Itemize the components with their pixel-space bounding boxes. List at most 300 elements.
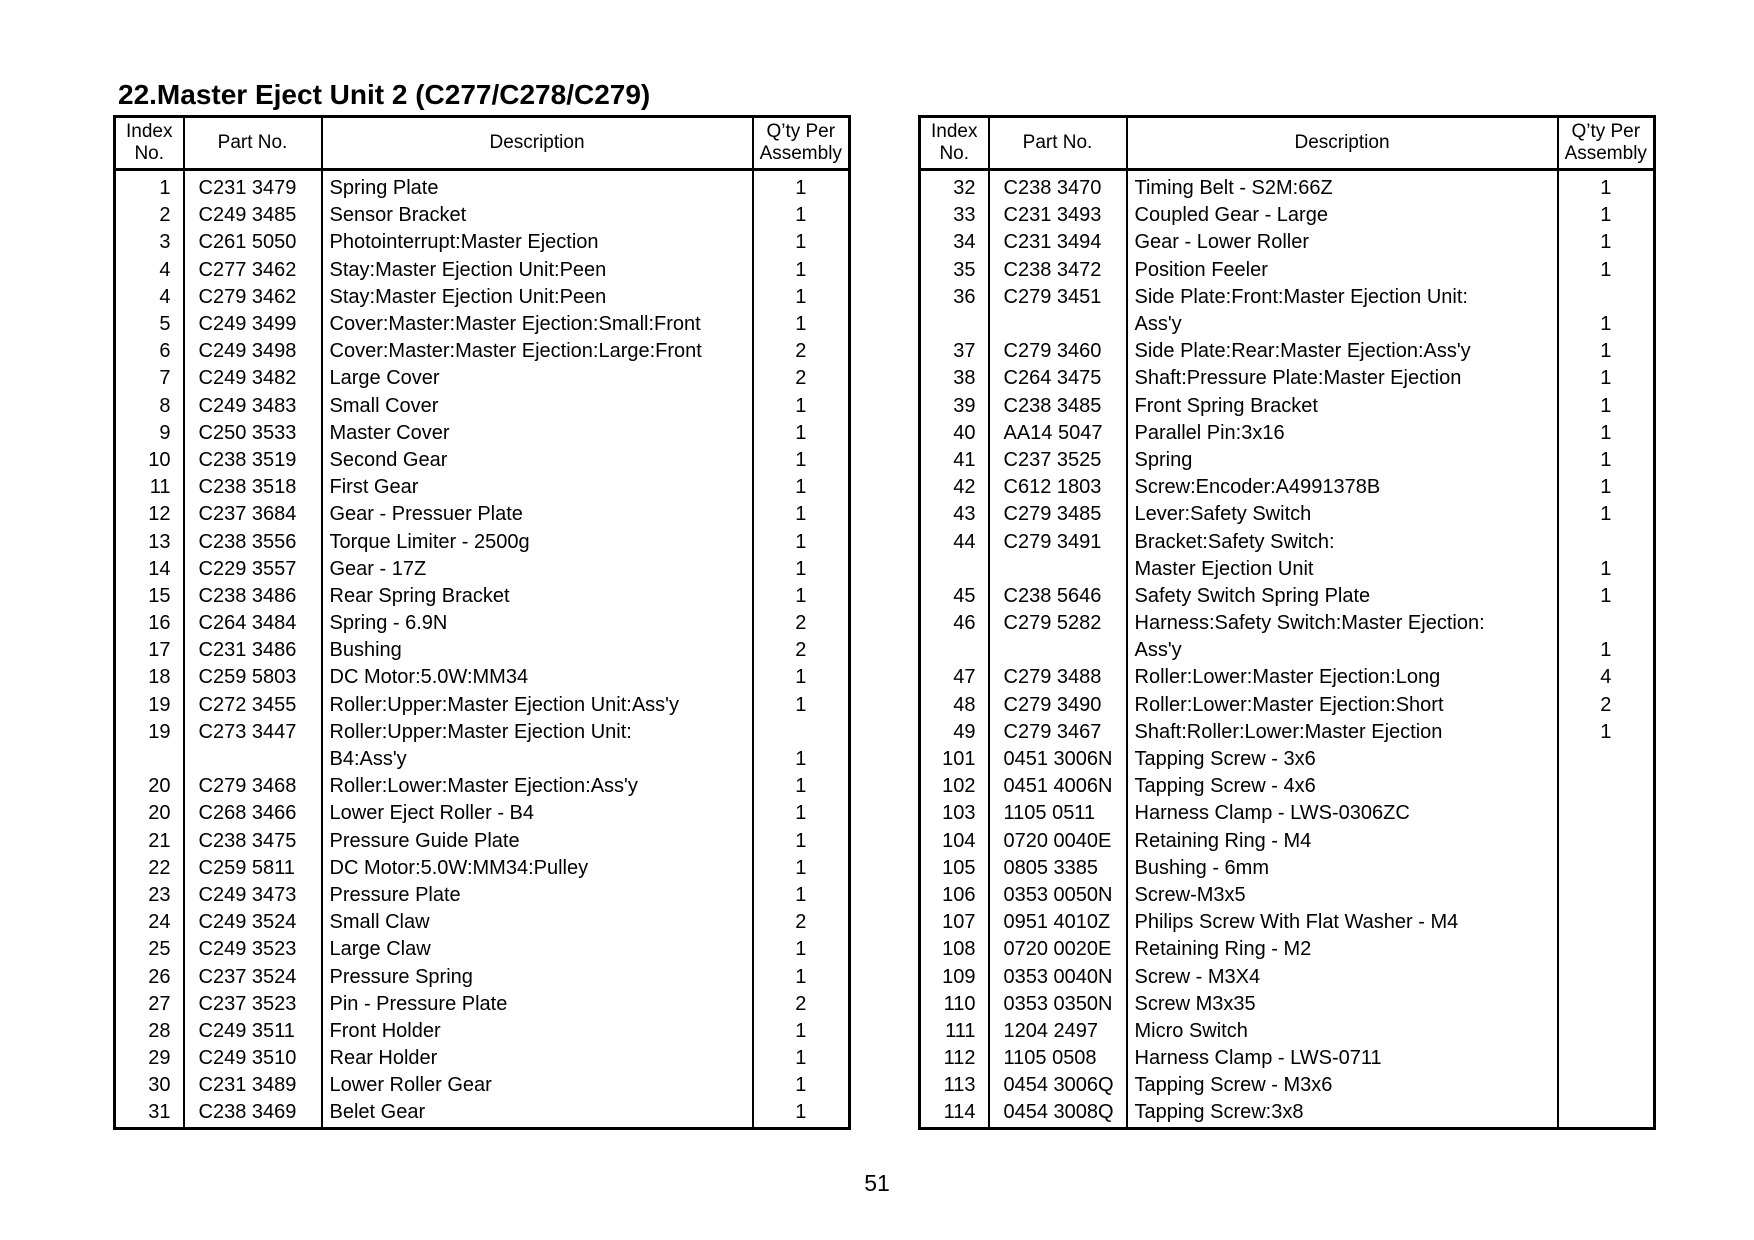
cell-qty: 4 [1558, 664, 1655, 691]
cell-part-no: AA14 5047 [989, 420, 1127, 447]
cell-qty: 1 [753, 1099, 850, 1128]
header-description: Description [1127, 117, 1558, 170]
table-row [115, 528, 850, 555]
cell-description: Lever:Safety Switch [1127, 501, 1558, 528]
table-row [920, 719, 1655, 746]
cell-index-no: 30 [115, 1072, 184, 1099]
cell-description: Pressure Plate [322, 882, 753, 909]
cell-part-no: C279 3460 [989, 338, 1127, 365]
table-row [920, 1099, 1655, 1128]
cell-description: Harness Clamp - LWS-0711 [1127, 1045, 1558, 1072]
cell-index-no: 19 [115, 692, 184, 719]
cell-part-no: C249 3524 [184, 909, 322, 936]
table-header-row [920, 117, 1655, 170]
header-index-no: Index No. [115, 117, 184, 170]
cell-part-no: 0805 3385 [989, 855, 1127, 882]
cell-qty [1558, 936, 1655, 963]
cell-qty: 1 [753, 936, 850, 963]
table-row [115, 202, 850, 229]
cell-index-no: 19 [115, 719, 184, 746]
cell-description: Harness Clamp - LWS-0306ZC [1127, 800, 1558, 827]
cell-index-no: 105 [920, 855, 989, 882]
cell-description: Ass'y [1127, 637, 1558, 664]
cell-index-no: 14 [115, 556, 184, 583]
table-row [115, 170, 850, 203]
cell-part-no: C279 3467 [989, 719, 1127, 746]
cell-part-no: 0720 0040E [989, 828, 1127, 855]
cell-part-no: C259 5803 [184, 664, 322, 691]
table-row [115, 637, 850, 664]
cell-part-no: C237 3684 [184, 501, 322, 528]
cell-description: Roller:Lower:Master Ejection:Short [1127, 692, 1558, 719]
table-row [920, 637, 1655, 664]
cell-description: Pressure Guide Plate [322, 828, 753, 855]
table-row [115, 991, 850, 1018]
cell-index-no: 29 [115, 1045, 184, 1072]
table-row [115, 855, 850, 882]
cell-qty [1558, 963, 1655, 990]
cell-index-no: 108 [920, 936, 989, 963]
cell-description: Coupled Gear - Large [1127, 202, 1558, 229]
cell-description: Tapping Screw:3x8 [1127, 1099, 1558, 1128]
cell-qty: 1 [753, 800, 850, 827]
table-row [920, 692, 1655, 719]
cell-index-no: 37 [920, 338, 989, 365]
cell-part-no: C238 3472 [989, 257, 1127, 284]
cell-index-no: 6 [115, 338, 184, 365]
cell-qty [1558, 1072, 1655, 1099]
cell-part-no: C249 3510 [184, 1045, 322, 1072]
header-index-no: Index No. [920, 117, 989, 170]
cell-qty [1558, 528, 1655, 555]
page-number: 51 [864, 1170, 890, 1196]
cell-description: Second Gear [322, 447, 753, 474]
cell-part-no: 0951 4010Z [989, 909, 1127, 936]
table-row [115, 501, 850, 528]
cell-description: Torque Limiter - 2500g [322, 528, 753, 555]
cell-description: Shaft:Pressure Plate:Master Ejection [1127, 365, 1558, 392]
cell-part-no: 0451 3006N [989, 746, 1127, 773]
table-row [115, 365, 850, 392]
cell-index-no: 33 [920, 202, 989, 229]
cell-qty: 1 [753, 1072, 850, 1099]
cell-qty: 1 [753, 692, 850, 719]
cell-qty: 1 [1558, 420, 1655, 447]
cell-index-no: 49 [920, 719, 989, 746]
cell-description: Retaining Ring - M4 [1127, 828, 1558, 855]
cell-index-no: 9 [115, 420, 184, 447]
cell-qty: 2 [753, 365, 850, 392]
cell-index-no: 7 [115, 365, 184, 392]
cell-description: Tapping Screw - M3x6 [1127, 1072, 1558, 1099]
cell-qty: 1 [753, 773, 850, 800]
cell-qty: 1 [1558, 583, 1655, 610]
cell-description: Timing Belt - S2M:66Z [1127, 170, 1558, 203]
table-row [920, 447, 1655, 474]
cell-index-no: 18 [115, 664, 184, 691]
cell-description: Front Holder [322, 1018, 753, 1045]
table-row [115, 610, 850, 637]
cell-part-no: C264 3475 [989, 365, 1127, 392]
cell-description: Master Ejection Unit [1127, 556, 1558, 583]
table-row [920, 800, 1655, 827]
cell-part-no: C279 3462 [184, 284, 322, 311]
cell-index-no: 106 [920, 882, 989, 909]
cell-description: Philips Screw With Flat Washer - M4 [1127, 909, 1558, 936]
cell-index-no: 101 [920, 746, 989, 773]
cell-qty: 1 [1558, 257, 1655, 284]
cell-part-no [989, 637, 1127, 664]
cell-part-no: C238 3518 [184, 474, 322, 501]
cell-qty: 1 [753, 284, 850, 311]
cell-part-no: 1105 0508 [989, 1045, 1127, 1072]
cell-qty: 1 [1558, 202, 1655, 229]
table-row [115, 909, 850, 936]
cell-description: Pressure Spring [322, 963, 753, 990]
cell-description: Side Plate:Front:Master Ejection Unit: [1127, 284, 1558, 311]
cell-part-no: C249 3511 [184, 1018, 322, 1045]
cell-index-no: 40 [920, 420, 989, 447]
cell-description: Safety Switch Spring Plate [1127, 583, 1558, 610]
cell-index-no: 21 [115, 828, 184, 855]
cell-description: Screw-M3x5 [1127, 882, 1558, 909]
table-row [920, 610, 1655, 637]
cell-index-no: 25 [115, 936, 184, 963]
cell-description: Screw M3x35 [1127, 991, 1558, 1018]
cell-index-no: 113 [920, 1072, 989, 1099]
cell-index-no [115, 746, 184, 773]
cell-part-no: C277 3462 [184, 257, 322, 284]
cell-part-no: C231 3493 [989, 202, 1127, 229]
cell-qty: 1 [1558, 501, 1655, 528]
cell-qty: 1 [753, 501, 850, 528]
cell-part-no: C238 3475 [184, 828, 322, 855]
table-row [920, 855, 1655, 882]
cell-part-no [989, 556, 1127, 583]
cell-index-no: 11 [115, 474, 184, 501]
cell-part-no: C273 3447 [184, 719, 322, 746]
cell-index-no: 8 [115, 393, 184, 420]
cell-qty: 1 [753, 257, 850, 284]
cell-index-no: 12 [115, 501, 184, 528]
cell-index-no: 26 [115, 963, 184, 990]
cell-part-no: C238 3486 [184, 583, 322, 610]
cell-part-no: C250 3533 [184, 420, 322, 447]
cell-description: B4:Ass'y [322, 746, 753, 773]
cell-part-no: C238 5646 [989, 583, 1127, 610]
table-row [920, 365, 1655, 392]
cell-index-no: 1 [115, 170, 184, 203]
table-row [920, 501, 1655, 528]
cell-qty: 1 [753, 229, 850, 256]
cell-description: Spring [1127, 447, 1558, 474]
cell-index-no: 46 [920, 610, 989, 637]
cell-index-no: 34 [920, 229, 989, 256]
cell-index-no [920, 311, 989, 338]
cell-part-no: 0353 0050N [989, 882, 1127, 909]
cell-description: Parallel Pin:3x16 [1127, 420, 1558, 447]
cell-index-no: 22 [115, 855, 184, 882]
table-row [920, 1045, 1655, 1072]
cell-part-no: C237 3523 [184, 991, 322, 1018]
cell-description: Roller:Upper:Master Ejection Unit: [322, 719, 753, 746]
table-row [920, 936, 1655, 963]
cell-part-no: 0720 0020E [989, 936, 1127, 963]
cell-index-no: 44 [920, 528, 989, 555]
cell-part-no: C249 3499 [184, 311, 322, 338]
cell-part-no: C249 3485 [184, 202, 322, 229]
cell-qty: 1 [753, 202, 850, 229]
cell-part-no: C238 3556 [184, 528, 322, 555]
cell-part-no: C249 3482 [184, 365, 322, 392]
cell-index-no: 47 [920, 664, 989, 691]
cell-qty: 1 [753, 882, 850, 909]
cell-index-no: 20 [115, 800, 184, 827]
cell-description: Front Spring Bracket [1127, 393, 1558, 420]
cell-description: Rear Spring Bracket [322, 583, 753, 610]
cell-qty: 1 [753, 474, 850, 501]
cell-index-no: 32 [920, 170, 989, 203]
cell-index-no: 104 [920, 828, 989, 855]
cell-part-no: C279 5282 [989, 610, 1127, 637]
table-row [920, 229, 1655, 256]
table-header-row [115, 117, 850, 170]
cell-description: Gear - Pressuer Plate [322, 501, 753, 528]
cell-description: Large Cover [322, 365, 753, 392]
cell-part-no: C264 3484 [184, 610, 322, 637]
cell-description: Tapping Screw - 4x6 [1127, 773, 1558, 800]
cell-index-no: 102 [920, 773, 989, 800]
cell-description: Bracket:Safety Switch: [1127, 528, 1558, 555]
cell-part-no: C279 3491 [989, 528, 1127, 555]
cell-qty: 1 [753, 393, 850, 420]
table-row [115, 583, 850, 610]
cell-index-no: 107 [920, 909, 989, 936]
cell-part-no: 0353 0350N [989, 991, 1127, 1018]
cell-description: Screw - M3X4 [1127, 963, 1558, 990]
parts-table-left-body [115, 170, 850, 1129]
cell-index-no: 103 [920, 800, 989, 827]
cell-qty: 1 [1558, 229, 1655, 256]
cell-qty: 1 [753, 855, 850, 882]
cell-description: Master Cover [322, 420, 753, 447]
cell-index-no: 112 [920, 1045, 989, 1072]
cell-index-no: 31 [115, 1099, 184, 1128]
cell-description: Retaining Ring - M2 [1127, 936, 1558, 963]
table-row [920, 474, 1655, 501]
cell-description: Harness:Safety Switch:Master Ejection: [1127, 610, 1558, 637]
table-row [920, 556, 1655, 583]
cell-index-no: 5 [115, 311, 184, 338]
cell-description: Large Claw [322, 936, 753, 963]
cell-qty: 1 [753, 420, 850, 447]
cell-qty: 1 [1558, 170, 1655, 203]
cell-qty: 2 [753, 610, 850, 637]
cell-index-no: 109 [920, 963, 989, 990]
cell-description: Photointerrupt:Master Ejection [322, 229, 753, 256]
cell-qty [1558, 746, 1655, 773]
table-row [115, 664, 850, 691]
cell-qty [1558, 1018, 1655, 1045]
cell-description: DC Motor:5.0W:MM34 [322, 664, 753, 691]
cell-part-no: 0454 3008Q [989, 1099, 1127, 1128]
cell-part-no: 1105 0511 [989, 800, 1127, 827]
table-row [920, 170, 1655, 203]
cell-part-no: C249 3483 [184, 393, 322, 420]
cell-part-no: C612 1803 [989, 474, 1127, 501]
cell-index-no: 13 [115, 528, 184, 555]
cell-description: Bushing - 6mm [1127, 855, 1558, 882]
cell-part-no: C279 3490 [989, 692, 1127, 719]
table-row [115, 338, 850, 365]
cell-qty: 1 [753, 528, 850, 555]
table-row [115, 556, 850, 583]
table-row [920, 1072, 1655, 1099]
cell-part-no: 0353 0040N [989, 963, 1127, 990]
cell-qty: 1 [753, 664, 850, 691]
cell-part-no: C259 5811 [184, 855, 322, 882]
cell-part-no: 0451 4006N [989, 773, 1127, 800]
table-row [920, 664, 1655, 691]
cell-part-no: C279 3451 [989, 284, 1127, 311]
table-row [920, 882, 1655, 909]
cell-description: Bushing [322, 637, 753, 664]
table-row [115, 746, 850, 773]
table-row [115, 882, 850, 909]
cell-description: Gear - 17Z [322, 556, 753, 583]
cell-part-no: C231 3486 [184, 637, 322, 664]
table-row [115, 1018, 850, 1045]
cell-qty [1558, 991, 1655, 1018]
cell-qty: 1 [1558, 637, 1655, 664]
table-row [920, 773, 1655, 800]
cell-qty: 2 [753, 909, 850, 936]
table-row [115, 692, 850, 719]
cell-qty [1558, 855, 1655, 882]
header-description: Description [322, 117, 753, 170]
cell-index-no [920, 556, 989, 583]
table-row [115, 257, 850, 284]
parts-table-left [113, 115, 851, 1130]
header-part-no: Part No. [989, 117, 1127, 170]
cell-qty: 1 [753, 1045, 850, 1072]
cell-qty: 2 [753, 637, 850, 664]
table-row [920, 311, 1655, 338]
cell-index-no: 4 [115, 257, 184, 284]
cell-description: Lower Roller Gear [322, 1072, 753, 1099]
cell-description: Roller:Upper:Master Ejection Unit:Ass'y [322, 692, 753, 719]
cell-description: Tapping Screw - 3x6 [1127, 746, 1558, 773]
cell-qty: 1 [753, 1018, 850, 1045]
cell-qty: 1 [753, 311, 850, 338]
table-row [115, 420, 850, 447]
cell-index-no: 15 [115, 583, 184, 610]
cell-part-no: C238 3519 [184, 447, 322, 474]
cell-qty: 1 [1558, 311, 1655, 338]
table-row [920, 528, 1655, 555]
table-row [920, 909, 1655, 936]
header-qty-per-assembly: Q’ty Per Assembly [1558, 117, 1655, 170]
cell-index-no: 114 [920, 1099, 989, 1128]
cell-index-no: 41 [920, 447, 989, 474]
cell-qty: 1 [753, 556, 850, 583]
cell-part-no: 1204 2497 [989, 1018, 1127, 1045]
cell-index-no: 2 [115, 202, 184, 229]
cell-description: Belet Gear [322, 1099, 753, 1128]
table-row [115, 284, 850, 311]
cell-description: Shaft:Roller:Lower:Master Ejection [1127, 719, 1558, 746]
cell-description: Rear Holder [322, 1045, 753, 1072]
cell-part-no: C249 3473 [184, 882, 322, 909]
cell-index-no: 20 [115, 773, 184, 800]
table-row [115, 936, 850, 963]
table-row [115, 719, 850, 746]
cell-qty: 1 [1558, 556, 1655, 583]
cell-index-no: 38 [920, 365, 989, 392]
cell-qty [753, 719, 850, 746]
cell-qty: 1 [1558, 365, 1655, 392]
cell-qty [1558, 1045, 1655, 1072]
header-qty-per-assembly: Q’ty Per Assembly [753, 117, 850, 170]
table-row [115, 963, 850, 990]
cell-index-no: 111 [920, 1018, 989, 1045]
cell-description: Screw:Encoder:A4991378B [1127, 474, 1558, 501]
cell-qty [1558, 284, 1655, 311]
cell-description: Position Feeler [1127, 257, 1558, 284]
cell-index-no [920, 637, 989, 664]
cell-part-no: C238 3485 [989, 393, 1127, 420]
cell-part-no: C231 3494 [989, 229, 1127, 256]
cell-description: Side Plate:Rear:Master Ejection:Ass'y [1127, 338, 1558, 365]
cell-part-no: C238 3470 [989, 170, 1127, 203]
cell-description: Roller:Lower:Master Ejection:Long [1127, 664, 1558, 691]
cell-description: Spring Plate [322, 170, 753, 203]
table-row [920, 257, 1655, 284]
cell-qty: 1 [753, 447, 850, 474]
table-row [115, 311, 850, 338]
cell-part-no: C249 3523 [184, 936, 322, 963]
table-row [115, 229, 850, 256]
cell-index-no: 35 [920, 257, 989, 284]
cell-description: DC Motor:5.0W:MM34:Pulley [322, 855, 753, 882]
page-title: 22.Master Eject Unit 2 (C277/C278/C279) [118, 79, 651, 110]
cell-description: Small Cover [322, 393, 753, 420]
cell-part-no: C279 3468 [184, 773, 322, 800]
cell-index-no: 16 [115, 610, 184, 637]
table-row [115, 447, 850, 474]
cell-part-no [184, 746, 322, 773]
table-row [920, 991, 1655, 1018]
cell-qty: 1 [753, 746, 850, 773]
table-row [115, 828, 850, 855]
cell-qty [1558, 882, 1655, 909]
cell-qty: 1 [1558, 447, 1655, 474]
cell-description: Ass'y [1127, 311, 1558, 338]
table-row [920, 583, 1655, 610]
cell-index-no: 4 [115, 284, 184, 311]
cell-qty: 1 [753, 583, 850, 610]
cell-qty [1558, 610, 1655, 637]
table-row [920, 202, 1655, 229]
cell-part-no: C231 3489 [184, 1072, 322, 1099]
table-row [115, 1045, 850, 1072]
cell-part-no: C279 3488 [989, 664, 1127, 691]
cell-index-no: 24 [115, 909, 184, 936]
cell-qty: 1 [1558, 719, 1655, 746]
cell-description: Pin - Pressure Plate [322, 991, 753, 1018]
table-row [920, 284, 1655, 311]
cell-description: Cover:Master:Master Ejection:Small:Front [322, 311, 753, 338]
